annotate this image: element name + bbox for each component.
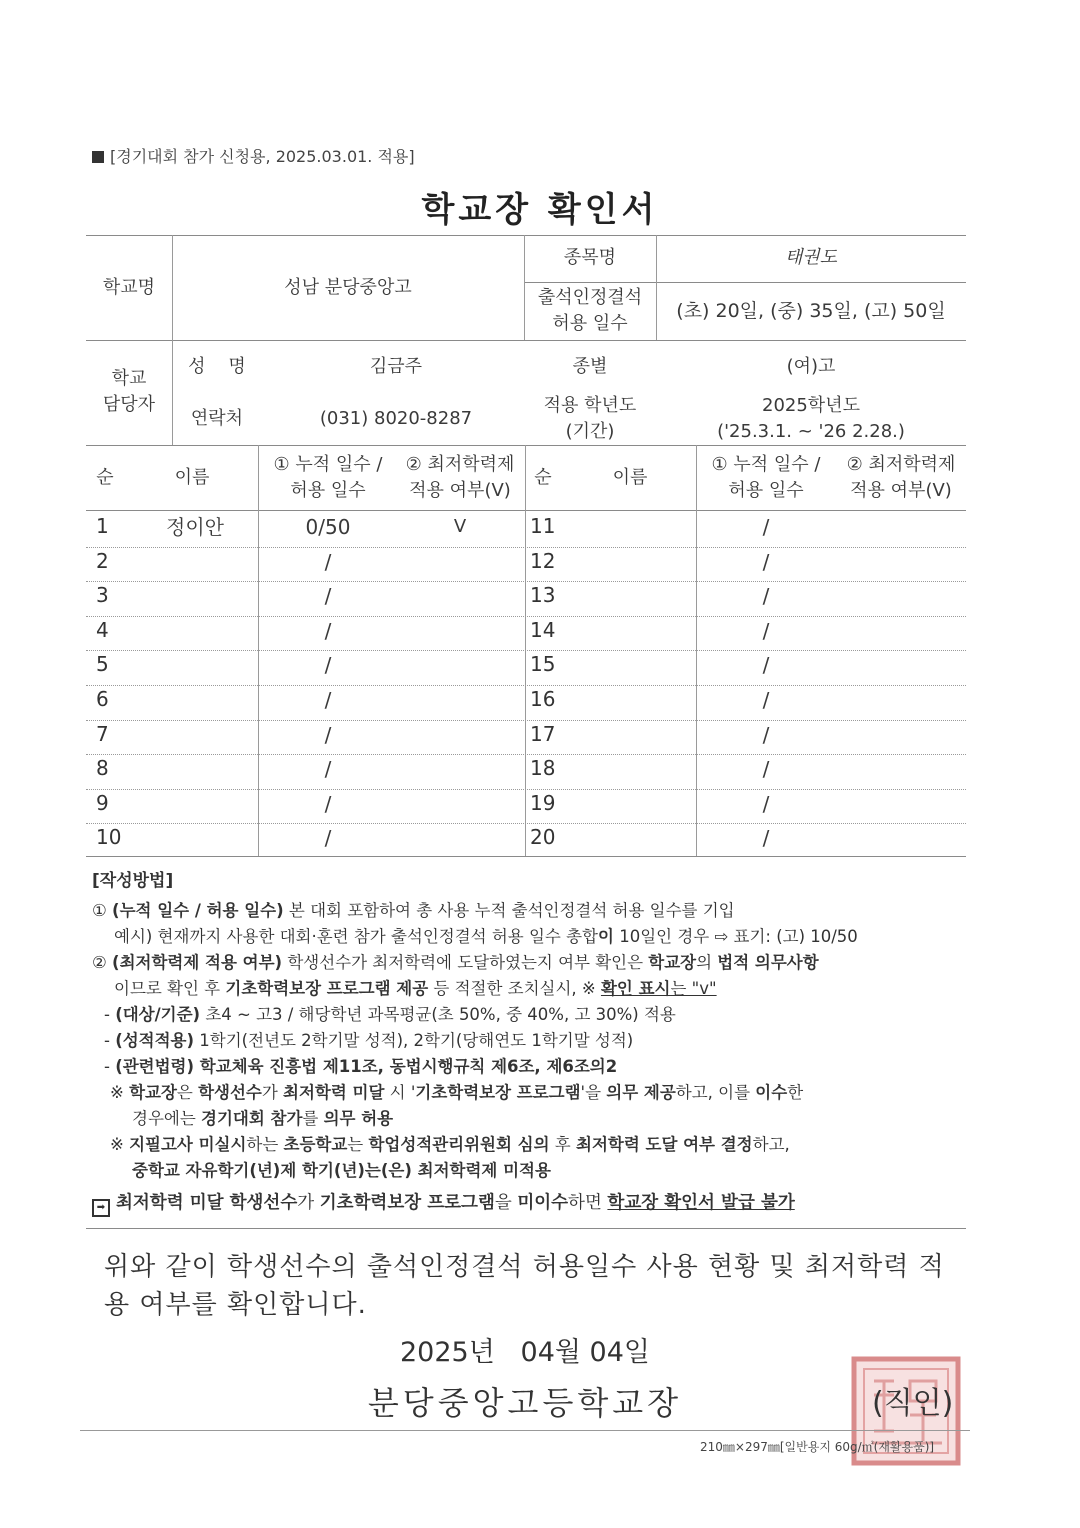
attendance-label-1: 출석인정결석 bbox=[537, 287, 643, 308]
col-name: 이름 bbox=[174, 467, 210, 488]
row-number: 8 bbox=[96, 756, 109, 780]
text: 미이수 bbox=[517, 1193, 569, 1213]
days-value: / bbox=[324, 757, 332, 781]
days-value: / bbox=[762, 550, 770, 574]
text: 는(은) bbox=[364, 1161, 418, 1180]
method-line bbox=[92, 950, 972, 976]
row-number: 12 bbox=[530, 549, 556, 573]
text: 초4 ~ 고3 / 해당학년 과목평균(초 50%, 중 40%, 고 30%) 적용 bbox=[200, 1005, 676, 1024]
days-value: / bbox=[324, 792, 332, 816]
method-line bbox=[92, 1106, 972, 1132]
school-value: 성남 분당중앙고 bbox=[284, 277, 412, 298]
divider bbox=[86, 340, 966, 341]
text: 는 "v" bbox=[670, 979, 717, 998]
days-value: / bbox=[324, 688, 332, 712]
name-value: 김금주 bbox=[369, 356, 423, 377]
row-number: 4 bbox=[96, 618, 109, 642]
days-value: / bbox=[762, 826, 770, 850]
method-line bbox=[92, 1132, 972, 1158]
header-note bbox=[92, 144, 415, 167]
row-number: 5 bbox=[96, 652, 109, 676]
text: (누적 일수 / 허용 일수) bbox=[112, 901, 284, 920]
text: 확인 표시 bbox=[600, 979, 671, 998]
confirm-text: 위와 같이 학생선수의 출석인정결석 허용일수 사용 현황 및 최저학력 적용 여부를 확인합니다. bbox=[104, 1252, 945, 1320]
text: 후 bbox=[549, 1135, 576, 1154]
method-line bbox=[92, 924, 972, 950]
row-number: 9 bbox=[96, 791, 109, 815]
text: (관련법령) 학교체육 진흥법 제11조, 동법시행규칙 제6조, 제6조의2 bbox=[115, 1057, 618, 1076]
row-number: 16 bbox=[530, 687, 556, 711]
row-divider bbox=[86, 754, 966, 755]
divider bbox=[86, 510, 966, 511]
col-min-1-right: ② 최저학력제 bbox=[846, 454, 956, 475]
col-no: 순 bbox=[96, 467, 114, 488]
event-value: 태권도 bbox=[784, 247, 838, 268]
year-value-1: 2025학년도 bbox=[762, 395, 860, 416]
text: 초등학교 bbox=[283, 1135, 348, 1154]
type-label: 종별 bbox=[572, 356, 608, 377]
manager-label-1: 학교 bbox=[111, 368, 147, 389]
header-note-text: [경기대회 참가 신청용, 2025.03.01. 적용] bbox=[110, 147, 415, 166]
text: 경우에는 bbox=[132, 1109, 202, 1128]
col-min-2: 적용 여부(V) bbox=[409, 480, 511, 501]
text: 최저학력제 미적용 bbox=[417, 1161, 551, 1180]
text: 최저학력 미달 bbox=[283, 1083, 385, 1102]
row-number: 19 bbox=[530, 791, 556, 815]
row-number: 13 bbox=[530, 583, 556, 607]
days-value: / bbox=[324, 584, 332, 608]
text: 지필고사 미실시 bbox=[129, 1135, 247, 1154]
text: 기초학력보장 프로그램 bbox=[415, 1083, 581, 1102]
col-no-right: 순 bbox=[534, 467, 552, 488]
row-number: 10 bbox=[96, 825, 122, 849]
text: 이 bbox=[598, 927, 614, 946]
text: 최저학력 미달 학생선수 bbox=[116, 1193, 298, 1213]
text: '을 bbox=[580, 1083, 607, 1102]
days-value: / bbox=[324, 550, 332, 574]
divider bbox=[80, 1430, 970, 1431]
text: 시 ' bbox=[384, 1083, 416, 1102]
arrow-box-icon: ➡ bbox=[92, 1199, 110, 1217]
days-value: / bbox=[762, 584, 770, 608]
contact-label: 연락처 bbox=[190, 408, 244, 429]
text: 하면 bbox=[568, 1193, 608, 1213]
circled-1: ① bbox=[92, 901, 107, 920]
row-divider bbox=[86, 789, 966, 790]
year-label-1: 적용 학년도 bbox=[543, 395, 637, 416]
seal-label: (직인) bbox=[872, 1386, 954, 1421]
text: 등 적절한 조치실시, ※ bbox=[428, 979, 601, 998]
name-label: 성 명 bbox=[188, 356, 246, 377]
text: 10일인 경우 ⇨ 표기: (고) 10/50 bbox=[613, 927, 858, 946]
col-days-2: 허용 일수 bbox=[290, 480, 366, 501]
year-label-2: (기간) bbox=[565, 421, 615, 442]
attendance-label-2: 허용 일수 bbox=[552, 313, 628, 334]
text: 한 bbox=[787, 1083, 804, 1102]
student-name: 정이안 bbox=[166, 515, 224, 539]
text: 학생선수 bbox=[198, 1083, 262, 1102]
row-divider bbox=[86, 685, 966, 686]
row-divider bbox=[86, 547, 966, 548]
type-value: (여)고 bbox=[786, 356, 836, 377]
days-value: / bbox=[324, 653, 332, 677]
warning-line bbox=[92, 1190, 972, 1217]
text: 기초학력보장 프로그램 bbox=[319, 1193, 495, 1213]
year-value-2: ('25.3.1. ~ '26 2.28.) bbox=[717, 421, 905, 442]
text: 1학기(전년도 2학기말 성적), 2학기(당해연도 1학기말 성적) bbox=[194, 1031, 634, 1050]
square-bullet-icon bbox=[92, 151, 104, 163]
method-line bbox=[92, 976, 972, 1002]
row-number: 17 bbox=[530, 722, 556, 746]
school-label: 학교명 bbox=[102, 277, 156, 298]
days-value: / bbox=[762, 653, 770, 677]
row-number: 2 bbox=[96, 549, 109, 573]
text: 하고, bbox=[752, 1135, 790, 1154]
col-days-1: ① 누적 일수 / bbox=[273, 454, 383, 475]
text: 이므로 확인 후 bbox=[114, 979, 226, 998]
divider bbox=[524, 282, 966, 283]
method-line bbox=[92, 1158, 972, 1184]
text: 학교장 bbox=[129, 1083, 177, 1102]
col-name-right: 이름 bbox=[612, 467, 648, 488]
text: ※ bbox=[110, 1135, 130, 1154]
text: 법적 의무사항 bbox=[717, 953, 819, 972]
divider bbox=[86, 445, 966, 446]
row-divider bbox=[86, 616, 966, 617]
text: (성적적용) bbox=[115, 1031, 195, 1050]
row-number: 6 bbox=[96, 687, 109, 711]
text: 는 bbox=[347, 1135, 369, 1154]
row-number: 3 bbox=[96, 583, 109, 607]
col-min-2-right: 적용 여부(V) bbox=[850, 480, 952, 501]
contact-value: (031) 8020-8287 bbox=[319, 408, 473, 429]
school-head: 분당중앙고등학교장 bbox=[367, 1384, 683, 1422]
days-value: / bbox=[762, 723, 770, 747]
text: 경기대회 참가 bbox=[201, 1109, 303, 1128]
text: 학교장 확인서 발급 불가 bbox=[607, 1193, 795, 1213]
days-value: / bbox=[762, 688, 770, 712]
text: 학업성적관리위원회 심의 bbox=[368, 1135, 550, 1154]
row-number: 15 bbox=[530, 652, 556, 676]
text: 본 대회 포함하여 총 사용 누적 출석인정결석 허용 일수를 기입 bbox=[283, 901, 735, 920]
col-days-2-right: 허용 일수 bbox=[728, 480, 804, 501]
divider bbox=[86, 856, 966, 857]
row-divider bbox=[86, 823, 966, 824]
days-value: 0/50 bbox=[305, 515, 351, 539]
text: ※ bbox=[110, 1083, 130, 1102]
row-divider bbox=[86, 581, 966, 582]
text: 하는 bbox=[246, 1135, 284, 1154]
row-number: 18 bbox=[530, 756, 556, 780]
days-value: / bbox=[324, 826, 332, 850]
method-heading: [작성방법] bbox=[92, 871, 174, 891]
text: 의무 제공 bbox=[606, 1083, 676, 1102]
row-number: 20 bbox=[530, 825, 556, 849]
text: 를 bbox=[302, 1109, 324, 1128]
row-number: 14 bbox=[530, 618, 556, 642]
row-divider bbox=[86, 720, 966, 721]
text: 의무 허용 bbox=[323, 1109, 394, 1128]
text: 가 bbox=[261, 1083, 284, 1102]
days-value: / bbox=[762, 792, 770, 816]
days-value: / bbox=[324, 723, 332, 747]
row-number: 11 bbox=[530, 514, 556, 538]
method-line bbox=[92, 898, 972, 924]
page-title: 학교장 확인서 bbox=[421, 190, 659, 230]
text: (대상/기준) bbox=[115, 1005, 201, 1024]
method-line: - (성적적용) 1학기(전년도 2학기말 성적), 2학기(당해연도 1학기말 성적) bbox=[104, 1031, 634, 1050]
days-value: / bbox=[324, 619, 332, 643]
text: 을 bbox=[494, 1193, 518, 1213]
text: 학생선수가 최저학력에 도달하였는지 여부 확인은 bbox=[282, 953, 649, 972]
row-number: 7 bbox=[96, 722, 109, 746]
method-line: - (대상/기준) 초4 ~ 고3 / 해당학년 과목평균(초 50%, 중 40%, 고 30%) 적용 bbox=[104, 1005, 676, 1024]
days-value: / bbox=[762, 619, 770, 643]
col-min-1: ② 최저학력제 bbox=[405, 454, 515, 475]
days-value: / bbox=[762, 515, 770, 539]
attendance-value: (초) 20일, (중) 35일, (고) 50일 bbox=[676, 300, 946, 322]
col-days-1-right: ① 누적 일수 / bbox=[711, 454, 821, 475]
text: 중학교 자유학기(년)제 학기(년) bbox=[132, 1161, 365, 1180]
text: 기초학력보장 프로그램 제공 bbox=[225, 979, 429, 998]
row-divider bbox=[86, 650, 966, 651]
text: 의 bbox=[696, 953, 718, 972]
divider bbox=[86, 235, 966, 236]
paper-spec: 210㎜×297㎜[일반용지 60g/㎡(재활용품)] bbox=[700, 1440, 935, 1454]
text: 하고, 이를 bbox=[675, 1083, 756, 1102]
text: 최저학력 도달 여부 결정 bbox=[576, 1135, 753, 1154]
text: 이수 bbox=[755, 1083, 788, 1102]
divider bbox=[86, 1228, 966, 1229]
issue-date: 2025년 04월 04일 bbox=[399, 1337, 650, 1368]
text: (최저학력제 적용 여부) bbox=[112, 953, 283, 972]
text: 학교장 bbox=[648, 953, 697, 972]
method-section bbox=[92, 868, 972, 1217]
min-level-check: V bbox=[453, 516, 467, 537]
row-number: 1 bbox=[96, 514, 109, 538]
text: 은 bbox=[176, 1083, 199, 1102]
manager-label-2: 담당자 bbox=[102, 394, 156, 415]
event-label: 종목명 bbox=[563, 247, 617, 268]
text: 가 bbox=[297, 1193, 320, 1213]
days-value: / bbox=[762, 757, 770, 781]
text: 예시) 현재까지 사용한 대회·훈련 참가 출석인정결석 허용 일수 총합 bbox=[114, 927, 598, 946]
method-line: - (관련법령) 학교체육 진흥법 제11조, 동법시행규칙 제6조, 제6조의2 bbox=[104, 1057, 618, 1076]
circled-2: ② bbox=[92, 953, 107, 972]
method-line bbox=[92, 1080, 972, 1106]
